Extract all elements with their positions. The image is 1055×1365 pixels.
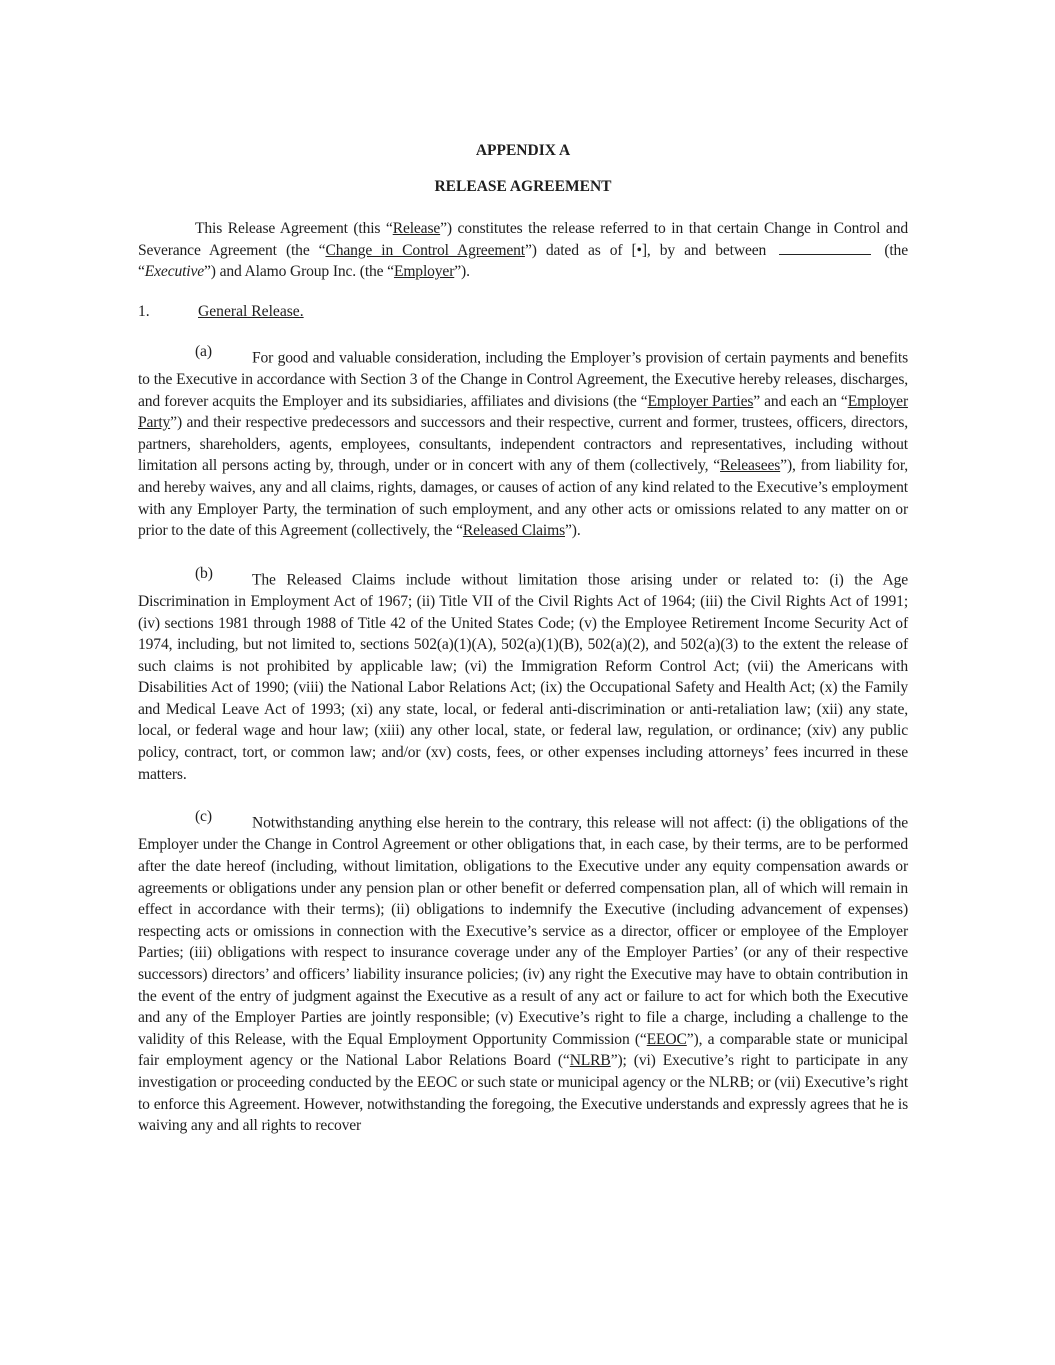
text-run: ”). — [454, 263, 470, 281]
text-run: ”); (vi) Executive’s right to participate in any investigation or proceeding conducted by the EEOC or such state or municipal agency or the NLRB; or (vii) Executive’s right to enforce this Agreement. However, notwithstanding the foregoing, the Executive understands and expressly agrees that he is waiving any and all rights to recover — [138, 1052, 908, 1135]
text-run: ”) and their respective predecessors and successors and their respective, current and former, trustees, officers, directors, partners, shareholders, agents, employees, consultants, independent contractors and representatives, including without limitation all persons acting by, through, under or in concert with any of them (collectively, “ — [138, 414, 908, 475]
defined-term: EEOC — [646, 1030, 687, 1048]
text-run: ”), from liability for, and hereby waives, any and all claims, rights, damages, or causes of action of any kind related to the Executive’s employment with any Employer Party, the termination of such employment, and any other acts or omissions related to any matter on or prior to the date of this Agreement (collectively, the “ — [138, 457, 908, 540]
defined-term: NLRB — [569, 1052, 611, 1070]
agreement-title: RELEASE AGREEMENT — [434, 178, 612, 195]
section-title: General Release. — [198, 302, 304, 320]
document-page — [138, 142, 908, 1137]
text-run: This Release Agreement (this “ — [195, 220, 393, 237]
paragraph-label: (c) — [195, 808, 212, 826]
text-run: ”) dated as of [•], by and between — [524, 241, 776, 259]
text-run: ”) constitutes the release referred to in that certain Change in Control and Severance Agreement (the “ — [138, 220, 908, 259]
paragraph-c — [138, 806, 908, 1137]
defined-term: Employer Party — [138, 392, 908, 432]
defined-term: Employer — [393, 263, 455, 281]
text-run: Notwithstanding anything else herein to the contrary, this release will not affect: (i) the obligations of the Employer under the Change in Control Agreement or other obligations that, in each case, by their terms, are to be performed after the date hereof (including, without limitation, obligations to the Executive under any equity compensation awards or agreements or obligations under any pension plan or other benefit or deferred compensation plan, all of which will remain in effect in accordance with their terms); (ii) obligations to indemnify the Executive (including advancement of expenses) respecting acts or omissions in connection with the Executive’s service as a director, officer or employee of the Employer Parties; (iii) obligations with respect to insurance coverage under any of the Employer Parties’ (or any of their respective successors) directors’ and officers’ liability insurance policies; (iv) any right the Executive may have to obtain contribution in the event of the entry of judgment against the Executive as a result of any act or failure to act for which both the Executive and any of the Employer Parties are jointly responsible; (v) Executive’s right to file a charge, including a challenge to the validity of this Release, with the Equal Employment Opportunity Commission (“ — [138, 814, 908, 1048]
text-run: (the “ — [138, 241, 908, 281]
defined-term: Employer Parties — [647, 392, 754, 410]
text-run: For good and valuable consideration, including the Employer’s provision of certain payments and benefits to the Executive in accordance with Section 3 of the Change in Control Agreement, the Executive hereby releases, discharges, and forever acquits the Employer and its subsidiaries, affiliates and divisions (the “ — [138, 349, 908, 410]
text-run: ”) and Alamo Group Inc. (the “ — [204, 263, 394, 281]
executive-name-blank — [779, 240, 871, 255]
defined-term-italic: Executive — [144, 263, 205, 281]
text-run: The Released Claims include without limitation those arising under or related to: (i) the Age Discrimination in Employment Act of 1967; (ii) Title VII of the Civil Rights Act of 1964; (iii) the Civil Rights Act of 1991; (iv) sections 1981 through 1988 of Title 42 of the United States Code; (v) the Employee Retirement Income Security Act of 1974, including, but not limited to, sections 502(a)(1)(A), 502(a)(1)(B), 502(a)(2), and 502(a)(3) to the extent the release of such claims is not prohibited by applicable law; (vi) the Immigration Reform Control Act; (vii) the Americans with Disabilities Act of 1990; (viii) the National Labor Relations Act; (ix) the Occupational Safety and Health Act; (x) the Family and Medical Leave Act of 1993; (xi) any state, local, or federal anti-discrimination or anti-retaliation law; (xii) any state, local, or federal wage and hour law; (xiii) any other local, state, or federal law, regulation, or ordinance; (xiv) any public policy, contract, tort, or common law; and/or (xv) costs, fees, or other expenses including attorneys’ fees incurred in these matters. — [138, 571, 908, 783]
text-run: ”), a comparable state or municipal fair employment agency or the National Labor Relations Board (“ — [138, 1030, 908, 1070]
appendix-title: APPENDIX A — [475, 142, 571, 159]
text-run: ”). — [565, 522, 581, 540]
defined-term: Releasees — [720, 457, 781, 475]
defined-term: Release — [392, 220, 441, 237]
section-heading — [138, 303, 908, 321]
paragraph-a — [138, 341, 908, 542]
paragraph-label: (a) — [195, 342, 212, 360]
defined-term: Change in Control Agreement — [325, 241, 525, 259]
text-run: ” and each an “ — [753, 392, 848, 410]
defined-term: Released Claims — [462, 522, 565, 540]
paragraph-label: (b) — [195, 564, 213, 582]
intro-paragraph — [138, 218, 908, 283]
paragraph-b — [138, 563, 908, 786]
section-number: 1. — [138, 302, 150, 320]
